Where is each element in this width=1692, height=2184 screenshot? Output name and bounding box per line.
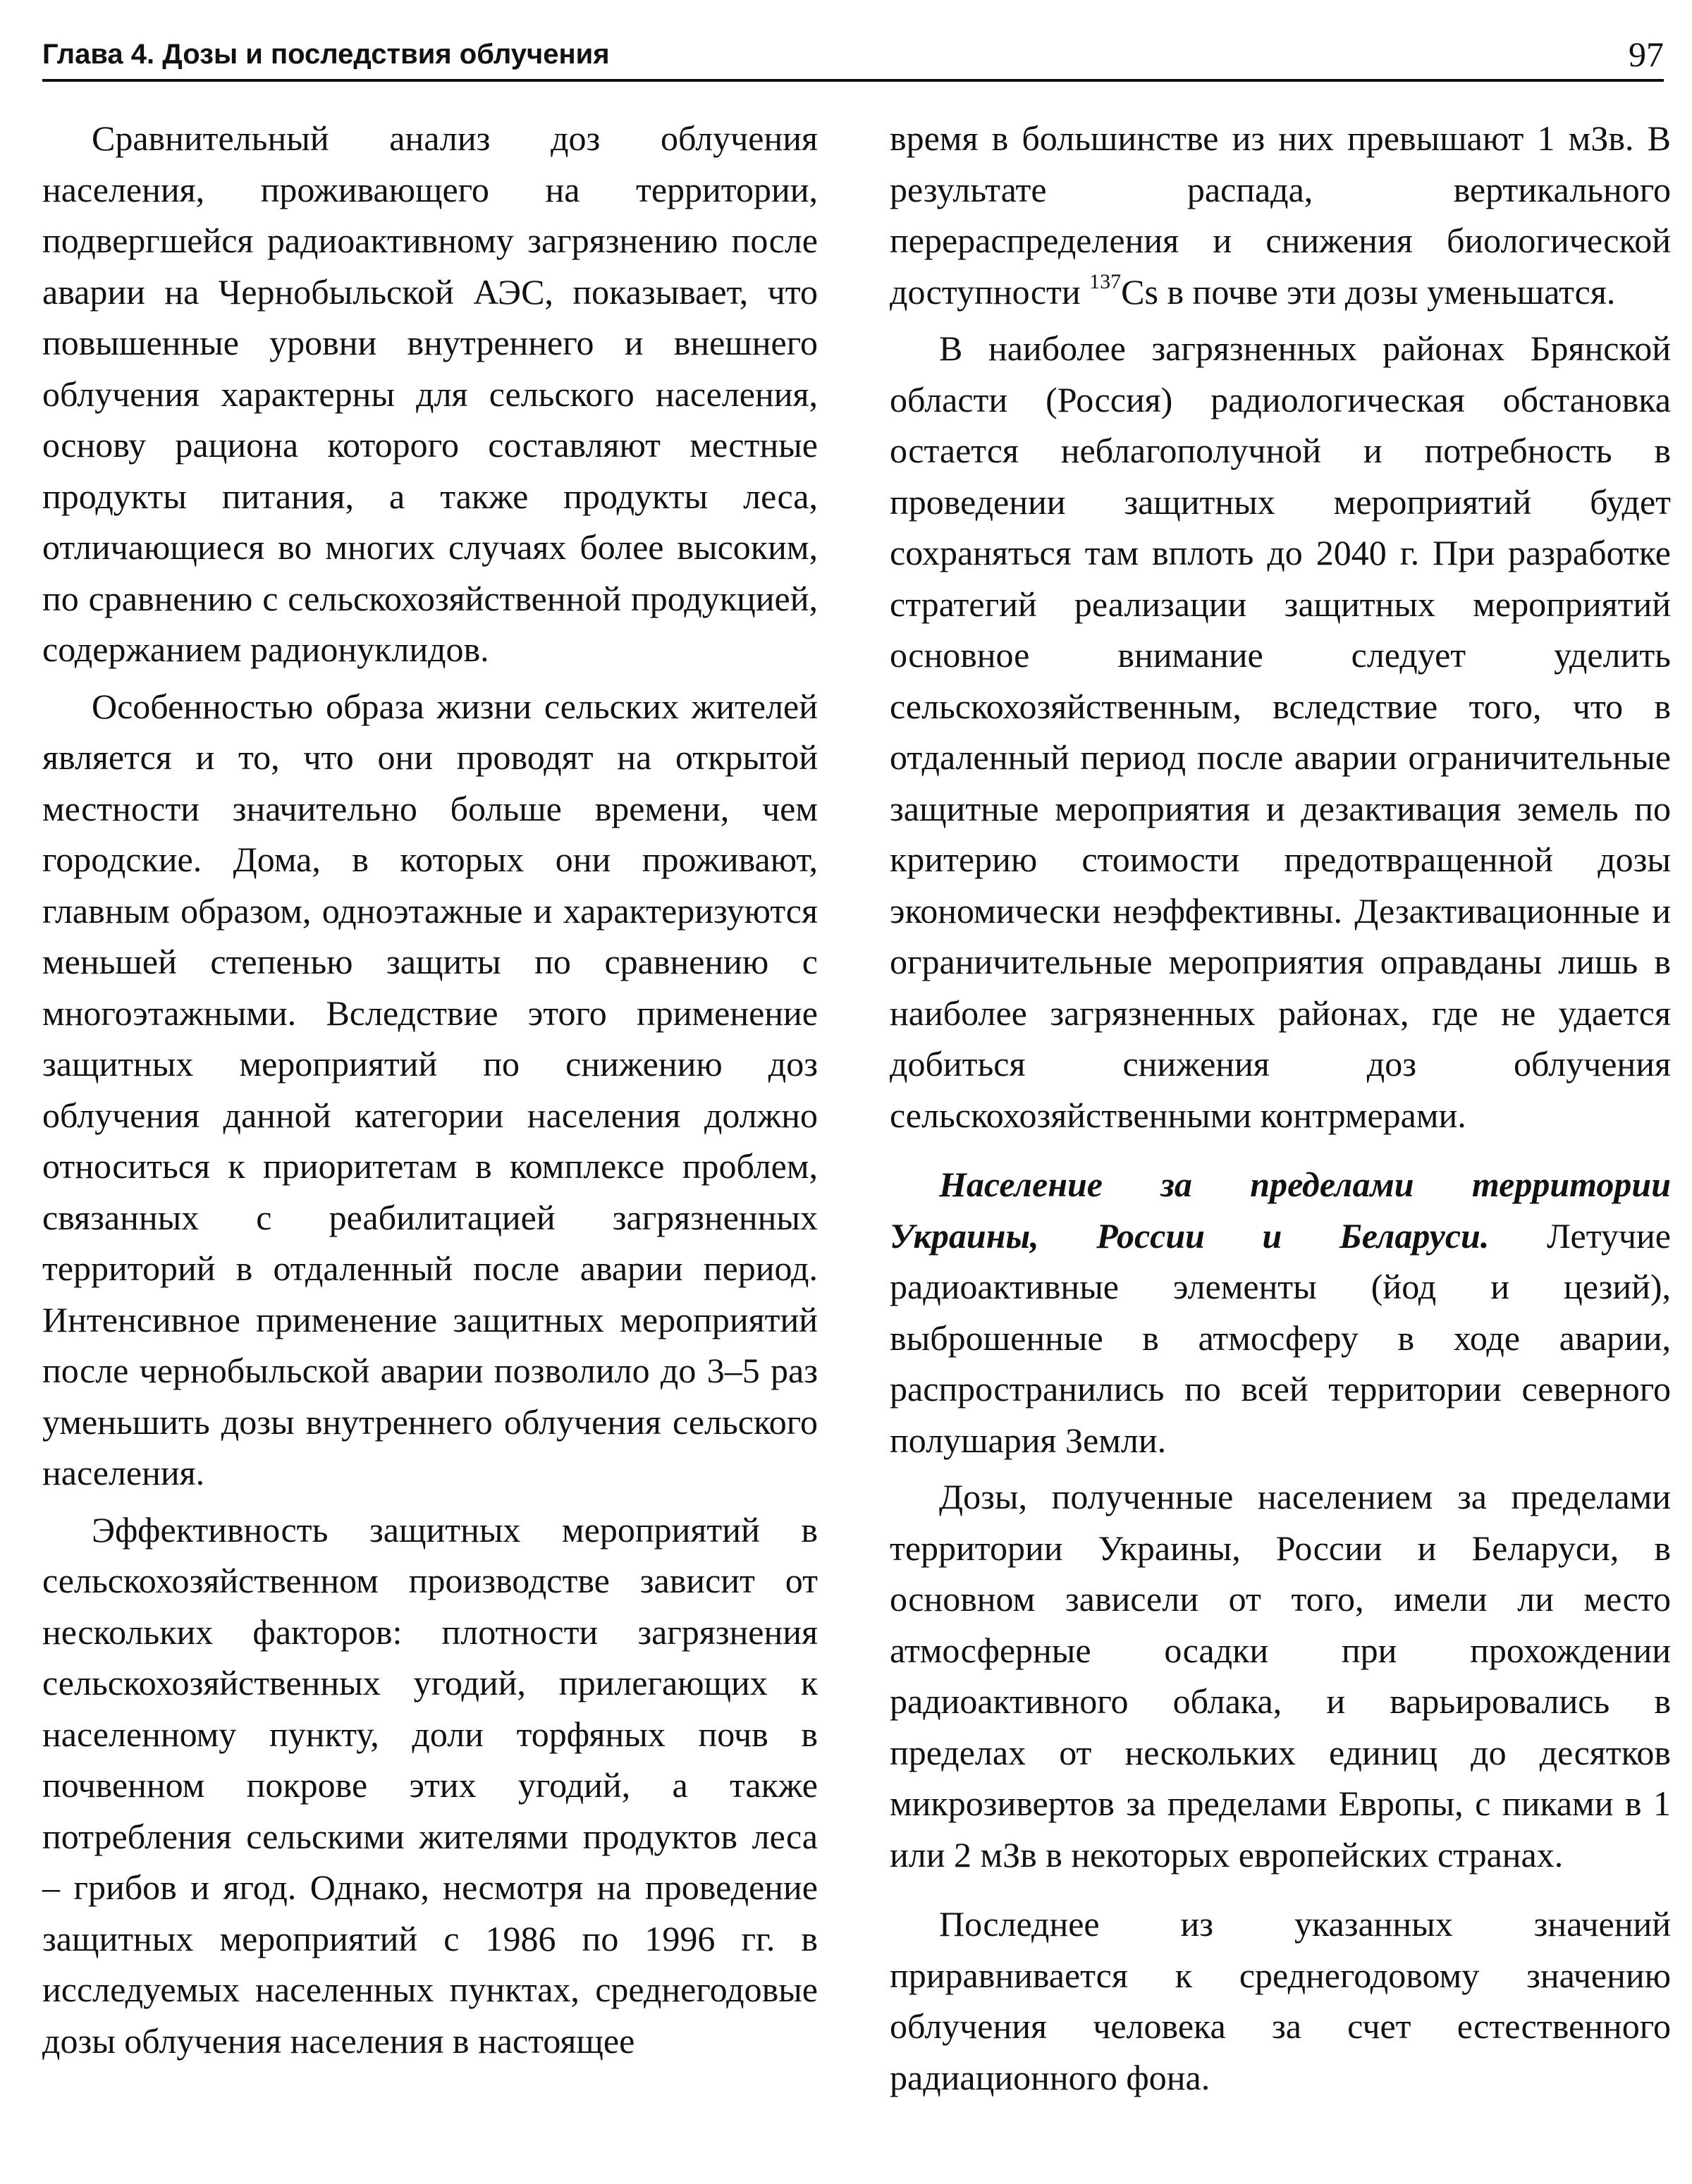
paragraph-protective-measures-efficiency: Эффективность защитных мероприятий в сельскохозяйственном производстве зависит от нескольких факторов: плотности загрязнения сельскохозяйственных угодий, прилегающих к населенному пункту, доли торфяных почв в почвенном покрове этих угодий, а также потребления сельскими жителями продуктов леса – грибов и ягод. Однако, несмотря на проведение защитных мероприятий с 1986 по 1996 гг. в исследуемых населенных пунктах, среднегодовые дозы облучения населения в настоящее [42, 1509, 818, 2061]
paragraph-rural-dose-analysis: Сравнительный анализ доз облучения населения, проживающего на территории, подвергшейся радиоактивному загрязнению после аварии на Чернобыльской АЭС, показывает, что повышенные уровни внутреннего и внешнего облучения характерны для сельского населения, основу рациона которого составляют местные продукты питания, а также продукты леса, отличающиеся во многих случаях более высоким, по сравнению с сельскохозяйственной продукцией, содержанием радионуклидов. [42, 118, 818, 669]
paragraph-rural-lifestyle: Особенностью образа жизни сельских жителей является и то, что они проводят на открытой местности значительно больше времени, чем городские. Дома, в которых они проживают, главным образом, одноэтажные и характеризуются меньшей степенью защиты по сравнению с многоэтажными. Вследствие этого применение защитных мероприятий по снижению доз облучения данной категории населения должно относиться к приоритетам в комплексе проблем, связанных с реабилитацией загрязненных территорий в отдаленный после аварии период. Интенсивное применение защитных мероприятий после чернобыльской аварии позволило до 3–5 раз уменьшить дозы внутреннего облучения сельского населения. [42, 686, 818, 1492]
left-column [42, 113, 818, 2066]
page-header [42, 28, 1664, 82]
running-head: Глава 4. Дозы и последствия облучения [42, 39, 610, 70]
paragraph-bryansk-region: В наиболее загрязненных районах Брянской области (Россия) радиологическая обстановка остается неблагополучной и потребность в проведении защитных мероприятий будет сохраняться там вплоть до 2040 г. При разработке стратегий реализации защитных мероприятий основное внимание следует уделить сельскохозяйственным, вследствие того, что в отдаленный период после аварии ограничительные защитные мероприятия и дезактивация земель по критерию стоимости предотвращенной дозы экономически неэффективны. Дезактивационные и ограничительные мероприятия оправданы лишь в наиболее загрязненных районах, где не удается добиться снижения доз облучения сельскохозяйственными контрмерами. [890, 329, 1671, 1135]
population-outside-body: Летучие радиоактивные элементы (йод и цезий), выброшенные в атмосферу в ходе аварии, распространились по всей территории северного полушария Земли. [890, 1215, 1672, 1460]
isotope-mass-number: 137 [1089, 269, 1122, 293]
paragraph-natural-background: Последнее из указанных значений приравнивается к среднегодовому значению облучения человека за счет естественного радиационного фона. [890, 1904, 1671, 2097]
paragraph-population-outside [890, 1159, 1671, 1466]
section-heading-population-outside: Население за пределами территории Украины, России и Беларуси. [890, 1165, 1671, 1256]
paragraph-doses-outside: Дозы, полученные населением за пределами территории Украины, России и Беларуси, в основном зависели от того, имели ли место атмосферные осадки при прохождении радиоактивного облака, и варьировались в пределах от нескольких единиц до десятков микрозивертов за пределами Европы, с пиками в 1 или 2 мЗв в некоторых европейских странах. [890, 1477, 1671, 1875]
paragraph-continuation-cs137 [890, 113, 1671, 317]
cs137-text-after: Cs в почве эти дозы уменьшатся. [1121, 271, 1616, 312]
page-number: 97 [1629, 35, 1664, 74]
right-column [890, 113, 1671, 2103]
cs137-text-before: время в большинстве из них превышают 1 мЗв. В результате распада, вертикального перераспределения и снижения биологической доступности [890, 118, 1671, 312]
